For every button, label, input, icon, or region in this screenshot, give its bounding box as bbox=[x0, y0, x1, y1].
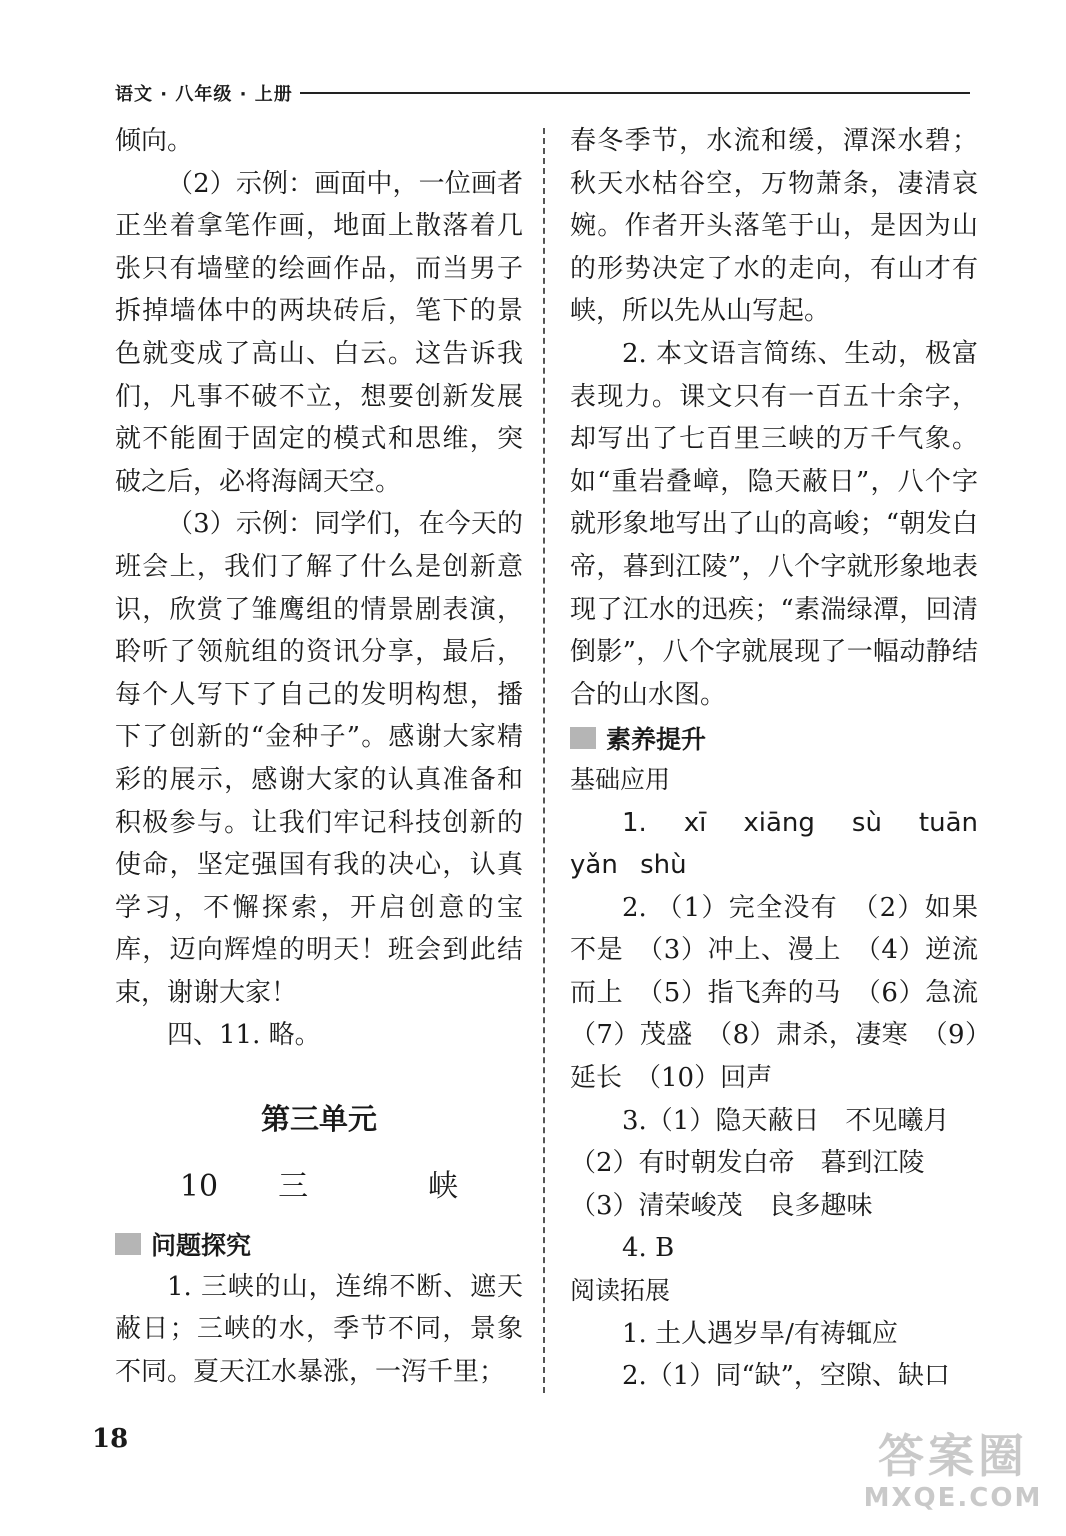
section-heading-text: 问题探究 bbox=[151, 1231, 252, 1261]
watermark-url: MXQE.COM bbox=[863, 1483, 1043, 1513]
basic-answer-3-3: （3）清荣峻茂 良多趣味 bbox=[570, 1190, 873, 1221]
watermark-logo bbox=[858, 1429, 1048, 1524]
column-divider bbox=[543, 128, 545, 1393]
basic-answer-2: 2. （1）完全没有 （2）如果不是 （3）冲上、漫上 （4）逆流而上 （5）指飞奔的马 （6）急流 （7）茂盛 （8）肃杀，凄寒 （9）延长 （10）回声 bbox=[570, 892, 1005, 1094]
section-marker-icon bbox=[570, 727, 596, 749]
watermark-logo-text: 答案圈 bbox=[878, 1429, 1028, 1483]
section-marker-icon bbox=[115, 1233, 141, 1255]
subheading-basic: 基础应用 bbox=[570, 764, 671, 794]
section-heading-literacy bbox=[570, 716, 978, 759]
inquiry-answer-2: 2. 本文语言简练、生动，极富表现力。课文只有一百五十余字，却写出了七百里三峡的万千气象。如“重岩叠嶂，隐天蔽日”，八个字就形象地写出了山的高峻；“朝发白帝，暮到江陵”，八个字就形象地表现了江水的迅疾；“素湍绿潭，回清倒影”，八个字就展现了一幅动静结合的山水图。 bbox=[570, 338, 978, 710]
reading-answer-2: 2.（1）同“缺”，空隙、缺口 bbox=[622, 1361, 950, 1392]
basic-answer-3-1: 3.（1）隐天蔽日 不见曦月 bbox=[622, 1105, 950, 1136]
answer-4-11: 四、11. 略。 bbox=[167, 1020, 321, 1051]
lesson-number: 10 bbox=[179, 1169, 219, 1205]
header-rule bbox=[300, 92, 970, 94]
subheading-reading: 阅读拓展 bbox=[570, 1276, 671, 1306]
book-title: 语文 · 八年级 · 上册 bbox=[115, 84, 293, 105]
inquiry-answer-1: 1. 三峡的山，连绵不断、遮天蔽日；三峡的水，季节不同，景象不同。夏天江水暴涨，一泻千里； bbox=[115, 1271, 523, 1387]
right-column bbox=[570, 120, 1005, 1398]
lesson-title bbox=[115, 1165, 523, 1209]
left-column bbox=[115, 120, 523, 1393]
section-heading-text: 素养提升 bbox=[606, 724, 707, 754]
basic-answer-3-2: （2）有时朝发白帝 暮到江陵 bbox=[570, 1148, 925, 1179]
answer-3-example: （3）示例：同学们，在今天的班会上，我们了解了什么是创新意识，欣赏了雏鹰组的情景剧表演，聆听了领航组的资讯分享，最后，每个人写下了自己的发明构想，播下了创新的“金种子”。感谢大家精彩的展示，感谢大家的认真准备和积极参与。让我们牢记科技创新的使命，坚定强国有我的决心，认真学习，不懈探索，开启创意的宝库，迈向辉煌的明天！班会到此结束，谢谢大家！ bbox=[115, 509, 523, 1008]
basic-answer-4: 4. B bbox=[622, 1233, 675, 1264]
left-paragraph-0: 倾向。 bbox=[115, 126, 194, 156]
unit-title: 第三单元 bbox=[260, 1102, 377, 1137]
lesson-title-char-1: 三 bbox=[278, 1169, 309, 1205]
page-number: 18 bbox=[92, 1424, 129, 1454]
inquiry-answer-1-cont: 春冬季节，水流和缓，潭深水碧；秋天水枯谷空，万物萧条，凄清哀婉。作者开头落笔于山，是因为山的形势决定了水的走向，有山才有峡，所以先从山写起。 bbox=[570, 126, 978, 327]
pinyin-answer: 1. xī xiāng sù tuān yǎn shù bbox=[570, 807, 978, 881]
lesson-title-char-2: 峡 bbox=[428, 1169, 459, 1205]
section-heading-inquiry bbox=[115, 1223, 523, 1266]
page-header bbox=[115, 80, 970, 110]
answer-2-example: （2）示例：画面中，一位画者正坐着拿笔作画，地面上散落着几张只有墙壁的绘画作品，而当男子拆掉墙体中的两块砖后，笔下的景色就变成了高山、白云。这告诉我们，凡事不破不立，想要创新发展就不能囿于固定的模式和思维，突破之后，必将海阔天空。 bbox=[115, 168, 523, 497]
reading-answer-1: 1. 土人遇岁旱/有祷辄应 bbox=[622, 1318, 898, 1349]
